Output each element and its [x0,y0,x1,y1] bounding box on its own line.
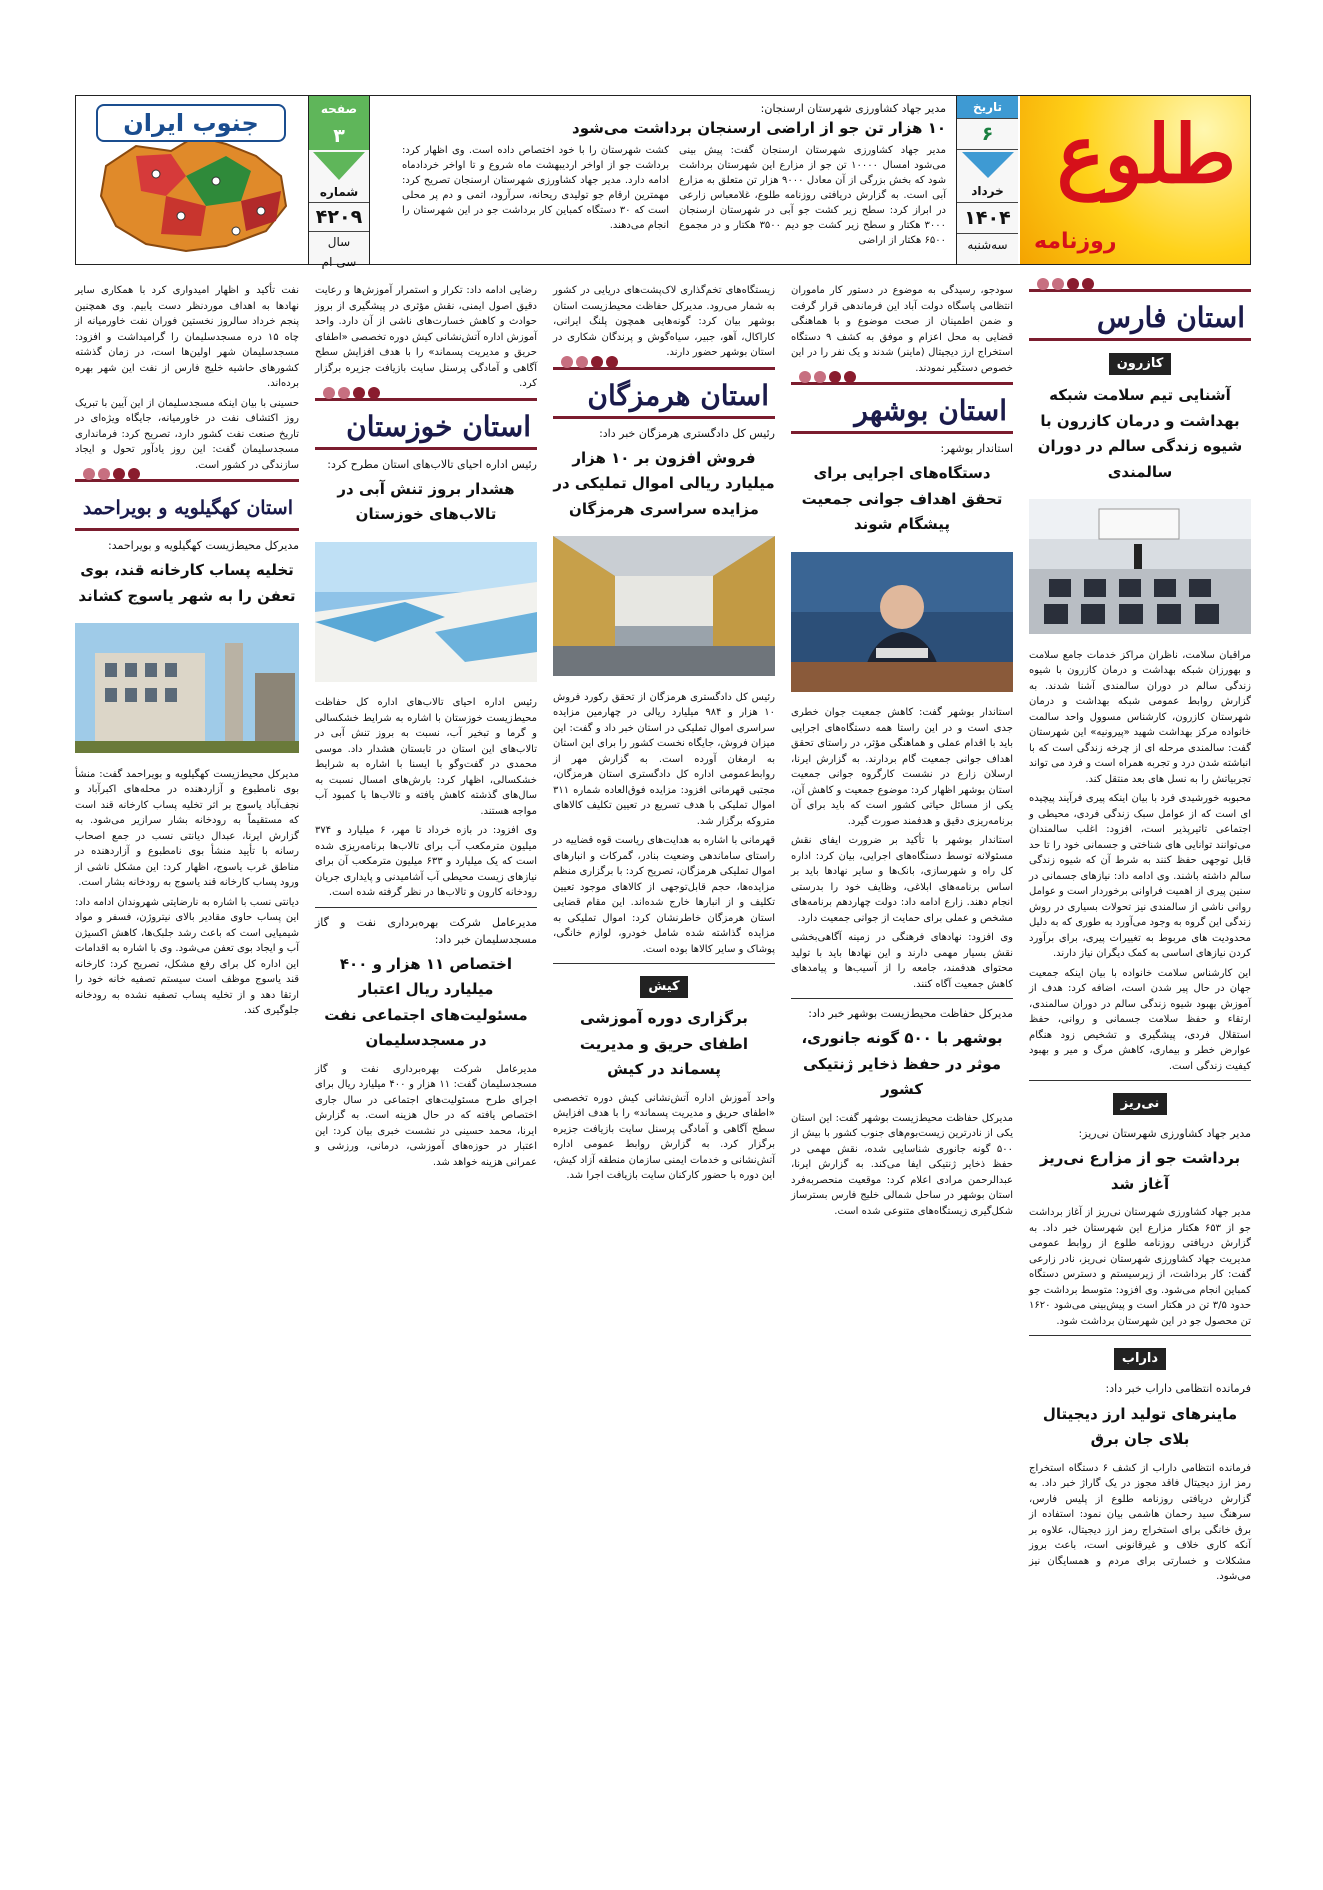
date-arrow-icon [962,152,1014,178]
khuzestan-body-1: رئیس اداره احیای تالاب‌های اداره کل حفاظت محیط‌زیست خوزستان با اشاره به شرایط خشکسالی و گرما و تبخیر آب، نسبت به بروز تنش آبی در تالاب‌های این استان در تابستان هشدار داد. موسی محمدی در گفت‌وگو با ایسنا با اشاره به شرایط خشکسالی، اظهار کرد: بارش‌های امسال نسبت به سال‌های گذشته کاهش یافته و تالاب‌ها با کمبود آب مواجه هستند. [315,697,537,817]
page-arrow-icon [313,152,365,180]
kohgiluyeh-top: نفت تأکید و اظهار امیدواری کرد با همکاری سایر نهادها به اهداف موردنظر دست یابیم. وی همچنین پنجم خرداد سالروز نخستین فوران نفت خاورمیانه از چاه ۱۵ دره مسجدسلیمان را گرامیداشت و افزود: مسجدسلیمان شهر اولین‌ها است، در زمان گذشته کشورهای حاشیه خلیج فارس از نفت این شهر بهره برده‌اند. [75,285,299,389]
date-month: خرداد [957,180,1018,203]
logo [1020,96,1250,264]
issue-number: ۴۲۰۹ [309,202,369,232]
column-khuzestan [315,283,537,1174]
logo-subtitle: روزنامه [1034,229,1117,254]
year-label: سال [327,235,351,249]
section-title-fars: استان فارس [1096,301,1245,334]
headline-khuzestan-2: اختصاص ۱۱ هزار و ۴۰۰ میلیارد ریال اعتبار مسئولیت‌های اجتماعی نفت در مسجدسلیمان [324,954,528,1050]
wetland-photo [315,542,537,682]
masthead [75,95,1251,269]
classroom-photo [1029,499,1251,634]
headline-darab: ماینرهای تولید ارز دیجیتال بلای جان برق [1042,1404,1238,1449]
hormozgan-top: زیستگاه‌های تخم‌گذاری لاک‌پشت‌های دریایی در کشور به شمار می‌رود. مدیرکل حفاظت محیط‌زیست استان بوشهر بیان کرد: گونه‌هایی همچون پلنگ ایرانی، کاراکال، آهو، جبیر، سیاه‌گوش و پرندگان شکاری در استان بوشهر حضور دارند. [553,285,775,358]
section-title-khuzestan: استان خوزستان [346,409,531,443]
khuzestan-top: رضایی ادامه داد: تکرار و استمرار آموزش‌ها و رعایت دقیق اصول ایمنی، نقش مؤثری در پیشگیری از بروز حوادث و کاهش خسارت‌های ناشی از آن دارد. واحد آموزش اداره آتش‌نشانی کیش دوره تخصصی «اطفای حریق و مدیریت پسماند» را با هدف افزایش سطح آگاهی و آمادگی پرسنل سایت بازیافت جزیره برگزار کرد. [315,285,537,389]
headline-neyriz: برداشت جو از مزارع نی‌ریز آغاز شد [1039,1149,1241,1193]
column-fars [1029,283,1251,1589]
kicker-khuzestan: رئیس اداره احیای تالاب‌های استان مطرح کرد: [327,457,537,471]
city-tag-kazerun: کازرون [1109,353,1172,375]
factory-photo [75,623,299,753]
headline-bushehr: دستگاه‌های اجرایی برای تحقق اهداف جوانی جمعیت پیشگام شوند [801,464,1003,534]
head-story-col2: کشت شهرستان را با خود اختصاص داده است. وی اظهار کرد: برداشت جو از اواخر اردیبهشت ماه شروع و تا اواخر خردادماه ادامه دارد. مدیر جهاد کشاورزی شهرستان ارسنجان تصریح کرد: مهمترین ارقام جو تولیدی ریحانه، سرآرود، اتمی و دم پر محلی است که ۳۰ دستگاه کمباین کار برداشت جو در این شهرستان را انجام می‌دهند. [402,145,669,231]
section-header-bushehr [791,382,1013,434]
hormozgan-body-2: قهرمانی با اشاره به هدایت‌های ریاست قوه قضاییه در راستای ساماندهی وضعیت بنادر، گمرکات و انبارهای اموال تملیکی هرمزگان، تصریح کرد: با برگزاری منظم مزایده‌ها، حجم قابل‌توجهی از کالاهای موجود تعیین تکلیف و از انبارها خارج شده‌اند. این مقام قضایی استان هرمزگان خاطرنشان کرد: اموال تملیکی به مزایده گذاشته شده شامل خودرو، لوازم خانگی، پوشاک و سایر کالاها بوده است. [553,835,775,955]
kicker-hormozgan: رئیس کل دادگستری هرمزگان خبر داد: [599,426,775,440]
kicker-darab: فرمانده انتظامی داراب خبر داد: [1105,1382,1251,1396]
hormozgan-body-1: رئیس کل دادگستری هرمزگان از تحقق رکورد فروش ۱۰ هزار و ۹۸۴ میلیارد ریالی در چهارمین مزایده سراسری اموال تملیکی در استان خبر داد و گفت: این میزان فروش، جایگاه نخست کشور را برای این استان به ارمغان آورده است. به گزارش مهر از روابط‌عمومی اداره کل دادگستری استان هرمزگان، مجتبی قهرمانی افزود: مزایده فوق‌العاده شماره ۳۱۱ اموال تملیکی با هدف تسریع در تعیین تکلیف کالاهای متروکه برگزار شد. [553,691,776,827]
kicker-bushehr-2: مدیرکل حفاظت محیط‌زیست بوشهر خبر داد: [808,1007,1013,1021]
page-info-block [308,96,370,269]
head-story-title: ۱۰ هزار تن جو از اراضی ارسنجان برداشت می‌شود [572,119,946,137]
kicker-kohgiluyeh: مدیرکل محیط‌زیست کهگیلویه و بویراحمد: [108,539,299,552]
bushehr-body-2: استاندار بوشهر با تأکید بر ضرورت ایفای نقش مسئولانه توسط دستگاه‌های اجرایی، بیان کرد: اداره کل راه و شهرسازی، بانک‌ها و سایر نهادها باید بر اساس برنامه‌های ابلاغی، وظایف خود را بدرستی انجام دهند. زارع ادامه داد: دولت چهاردهم برنامه‌های مشخص و عملی برای حمایت از جوانی جمعیت دارد. [791,835,1013,924]
city-tag-kish: کیش [640,976,687,998]
region-box [76,96,306,264]
bushehr-body-4: مدیرکل حفاظت محیط‌زیست بوشهر گفت: این استان یکی از نادرترین زیست‌بوم‌های جنوب کشور با بیش از ۵۰۰ گونه جانوری شناسایی شده، نقش مهمی در حفظ ذخایر ژنتیکی ایفا می‌کند. به گزارش ایرنا، عبدالرحمن مرادی اعلام کرد: موقعیت منحصربه‌فرد استان بوشهر در ساحل شمالی خلیج فارس بسترساز شکل‌گیری زیستگاه‌های متنوعی شده است. [791,1112,1013,1217]
section-header-fars [1029,289,1251,341]
date-block [956,96,1018,264]
section-header-hormozgan [553,367,775,419]
bushehr-top: سودجو، رسیدگی به موضوع در دستور کار ماموران انتظامی پاسگاه دولت آباد این فرماندهی قرار گرفت و ضمن اطمینان از صحت موضوع و با هماهنگی قضایی به محل اعزام و موفق به کشف ۹ دستگاه استخراج ارز دیجیتال (ماینر) شدند و یک نفر را در این خصوص دستگیر نمودند. [791,285,1013,374]
bushehr-body-1: استاندار بوشهر گفت: کاهش جمعیت جوان خطری جدی است و در این راستا همه دستگاه‌های اجرایی باید با اقدام عملی و هماهنگی مؤثر، در راستای تحقق اهداف جوانی جمعیت گام بردارند. به گزارش ایرنا، ارسلان زارع در نشست کارگروه جوانی جمعیت استان بوشهر اظهار کرد: موضوع جمعیت و کاهش آن، یکی از مسائل حیاتی کشور است که باید برای آن برنامه‌ریزی دقیق و هدفمند صورت گیرد. [791,707,1013,827]
issue-label: شماره [319,185,359,199]
headline-kohgiluyeh: تخلیه پساب کارخانه قند، بوی تعفن را به شهر یاسوج کشاند [78,561,296,605]
date-label: تاریخ [957,96,1018,119]
newspaper-page [75,95,1251,1795]
column-bushehr [791,283,1013,1223]
fars-body-1: مراقبان سلامت، ناظران مراکز خدمات جامع سلامت و بهورزان شبکه بهداشت و درمان کازرون با شیوه زندگی سالم در دوران سالمندی آشنا شدند. به گزارش روابط عمومی شبکه بهداشت و درمان شهرستان کازرون، کارشناس مسوول واحد سالمت خانواده مرکز بهداشت شهید «پیرونیه» این شهرستان گفت: سالمندی مرحله ای از چرخه زندگی است که با انباشته شدن درد و تجربه همراه است و فرد می تواند تجربیاتش را به نسل های بعد منتقل کند. [1029,649,1251,785]
fars-body-4: مدیر جهاد کشاورزی شهرستان نی‌ریز از آغاز برداشت جو از ۶۵۳ هکتار مزارع این شهرستان خبر داد. به گزارش دریافتی روزنامه طلوع از روابط عمومی مدیریت جهاد کشاورزی شهرستان نی‌ریز، نادر زارعی گفت: کار برداشت، از زیرسیستم و دسترس دستگاه کمباین انجام می‌شود. وی افزود: متوسط برداشت جو حدود ۳/۵ تن در هکتار است و پیش‌بینی می‌شود ۱۶۲۰ تن محصول جو در این شهرستان برداشت شود. [1029,1207,1251,1327]
head-story [394,96,954,264]
column-kohgiluyeh [75,283,299,1023]
bushehr-body-3: وی افزود: نهادهای فرهنگی در زمینه آگاهی‌بخشی نقش بسیار مهمی دارند و این نهادها باید با تولید محتوای هدفمند، جامعه را از آسیب‌ها و پیامدهای کاهش جمعیت آگاه کنند. [791,932,1013,990]
logo-wordmark: طلوع [1056,107,1236,201]
date-day: ۶ [957,119,1018,150]
hormozgan-body-3: واحد آموزش اداره آتش‌نشانی کیش دوره تخصصی «اطفای حریق و مدیریت پسماند» را با هدف افزایش سطح آگاهی و آمادگی پرسنل سایت بازیافت جزیره برگزار کرد. به گزارش روابط عمومی اداره آتش‌نشانی و خدمات ایمنی سازمان منطقه آزاد کیش، این دوره با حضور کارکنان سایت بازیافت اجرا شد. [553,1092,775,1182]
page-label: صفحه [309,96,369,122]
headline-khuzestan: هشدار بروز تنش آبی در تالاب‌های خوزستان [337,479,515,524]
fars-body-2: محبوبه خورشیدی فرد با بیان اینکه پیری فرآیند پیچیده ای است که از عوامل سبک زندگی فردی، محیطی و اجتماعی تاثیرپذیر است، افزود: اغلب سالمندان می‌توانند توانایی های شناختی و جسمانی خود را تا حد قابل توجهی حفظ کنند به شرط آن که شیوه زندگی سالم داشته باشند. وی ادامه داد: نیازهای جسمانی در سنین پیری از اهمیت فراوانی برخوردار است و عوامل روانی ناشی از سالمندی نیز تحولات بسیاری در روش زندگی این گروه به وجود می‌آورد به طوری که به دلیل محدودیت های مربوط به تغییرات پیری، برای برآورد کردن نیازهای اساسی به کمک دیگران نیاز دارند. [1029,793,1251,960]
city-tag-neyriz: نی‌ریز [1113,1093,1168,1115]
warehouse-photo [553,536,775,676]
kicker-bushehr: استاندار بوشهر: [940,442,1013,455]
section-header-khuzestan [315,398,537,450]
kohgiluyeh-body-1: مدیرکل محیط‌زیست کهگیلویه و بویراحمد گفت: منشأ بوی نامطبوع و آزاردهنده در محله‌های اکبرآباد و نجف‌آباد یاسوج بر اثر تخلیه پساب کارخانه قند است که مستقیماً به رودخانه بشار سرازیر می‌شود. به گزارش ایرنا، عبدال دیانتی نسب در جمع اصحاب رسانه با تأیید منشأ بوی نامطبوع و آزاردهنده در مناطق غرب یاسوج، اظهار کرد: این مشکل ناشی از ورود پساب کارخانه قند یاسوج به رودخانه بشار است. [75,768,299,889]
section-title-kohgiluyeh: استان کهگیلویه و بویراحمد [82,497,293,519]
khuzestan-body-3: مدیرعامل شرکت بهره‌برداری نفت و گاز مسجدسلیمان گفت: ۱۱ هزار و ۴۰۰ میلیارد ریال برای اجرای طرح مسئولیت‌های اجتماعی در سال جاری اختصاص یافته که در حال هزینه است. به گزارش ایرنا، محمد حسینی در نشست خبری بیان کرد: این اعتبار در حوزه‌های آموزشی، درمانی، ورزشی و عمرانی هزینه خواهد شد. [315,1063,537,1168]
section-title-bushehr: استان بوشهر [854,394,1007,427]
headline-kish: برگزاری دوره آموزشی اطفای حریق و مدیریت پسماند در کیش [579,1009,749,1079]
section-header-kohgiluyeh [75,479,299,531]
date-year: ۱۴۰۴ [957,203,1018,234]
fars-body-3: این کارشناس سلامت خانواده با بیان اینکه جمعیت جهان در حال پیر شدن است، اضافه کرد: هدف از آموزش بهبود شیوه زندگی سالم در دوران سالمندی، ارتقاء و حفظ سلامت جسمانی و روانی، حفظ استقلال فردی، پیشگیری و تشخیص زود هنگام عوارض خطر و بیماری، کاهش مرگ و میر و بهبود کیفیت زندگی است. [1029,967,1251,1072]
headline-kazerun: آشنایی تیم سلامت شبکه بهداشت و درمان کازرون با شیوه زندگی سالم در دوران سالمندی [1037,386,1243,481]
date-weekday: سه‌شنبه [967,238,1008,252]
section-title-hormozgan: استان هرمزگان [587,378,769,412]
year-number: سی ام [321,255,357,269]
head-story-kicker: مدیر جهاد کشاورزی شهرستان ارسنجان: [760,102,946,115]
city-tag-darab: داراب [1114,1348,1166,1370]
headline-hormozgan: فروش افزون بر ۱۰ هزار میلیارد ریالی اموال تملیکی در مزایده سراسری هرمزگان [553,448,775,518]
kohgiluyeh-top-2: حسینی با بیان اینکه مسجدسلیمان از این آیین با تبریک روز اکتشاف نفت در خاورمیانه، جایگاه ویژه‌ای در تاریخ صنعت نفت کشور دارد، تصریح کرد: فرمانداری مسجدسلیمان گفت: این روز یادآور تحول و ایجاد سازندگی در کشور است. [75,397,299,471]
head-story-col1: مدیر جهاد کشاورزی شهرستان ارسنجان گفت: پیش بینی می‌شود امسال ۱۰۰۰۰ تن جو از مزارع این شهرستان برداشت شود که بخش بزرگی از آن معادل ۹۰۰۰ هزار تن متعلق به مزارع آبی است. به گزارش دریافتی روزنامه طلوع، غلامعباس زارعی در ابراز کرد: سطح زیر کشت جو آبی در شهرستان ارسنجان ۳۰۰۰ هکتار و سطح زیر کشت جو دیم ۳۵۰۰ هکتار و در مجموع ۶۵۰۰ هکتار از اراضی [679,145,947,246]
fars-body-5: فرمانده انتظامی داراب از کشف ۶ دستگاه استخراج رمز ارز دیجیتال فاقد مجوز در یک گاراژ خبر داد. به گزارش دریافتی روزنامه طلوع از پلیس فارس، سرهنگ سید رحمان هاشمی بیان نمود: استفاده از برق خانگی برای استخراج رمز ارز دیجیتال، علاوه بر آنکه کاری خلاف و غیرقانونی است، باعث بروز مشکلات و خسارتی برای مردم و همسایگان نیز می‌شود. [1029,1462,1251,1583]
khuzestan-body-2: وی افزود: در بازه خرداد تا مهر، ۶ میلیارد و ۳۷۴ میلیون مترمکعب آب برای تالاب‌ها برنامه‌ریزی شده است که یک میلیارد و ۶۳۳ میلیون مترمکعب آن برای نیازهای زیست محیطی آب آشامیدنی و پایداری جریان رودخانه کارون و تالاب‌ها در نظر گرفته شده است. [315,825,538,899]
headline-bushehr-2: بوشهر با ۵۰۰ گونه جانوری، موثر در حفظ ذخایر ژنتیکی کشور [801,1029,1003,1099]
page-number: ۳ [309,122,369,150]
kohgiluyeh-body-2: دیانتی نسب با اشاره به نارضایتی شهروندان ادامه داد: این پساب حاوی مقادیر بالای نیتروژن، فسفر و مواد شیمیایی است که باعث رشد جلبک‌ها، کاهش اکسیژن آب و ایجاد بوی تعفن می‌شود. وی با اشاره به اقدامات این اداره کل برای رفع مشکل، تصریح کرد: کارخانه قند یاسوج موظف است سیستم تصفیه خانه خود را ارتقا دهد و از تخلیه پساب تصفیه نشده به رودخانه جلوگیری کند. [75,896,299,1017]
kicker-khuzestan-2: مدیرعامل شرکت بهره‌برداری نفت و گاز مسجدسلیمان خبر داد: [315,915,537,946]
column-hormozgan [553,283,775,1188]
governor-photo [791,552,1013,692]
region-title: جنوب ایران [96,104,286,142]
kicker-neyriz: مدیر جهاد کشاورزی شهرستان نی‌ریز: [1078,1127,1251,1141]
